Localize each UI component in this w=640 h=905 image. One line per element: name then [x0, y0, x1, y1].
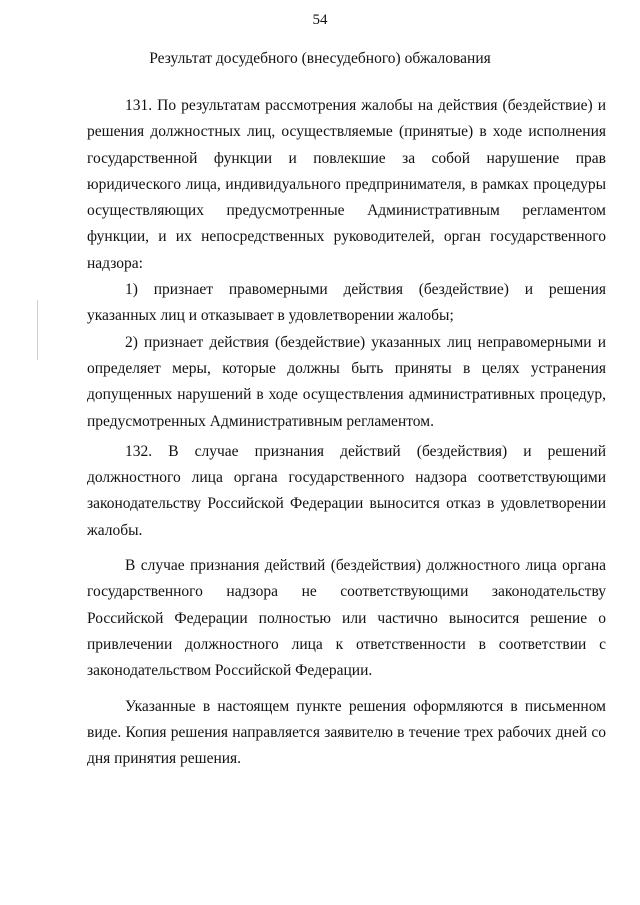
page-number: 54	[312, 12, 328, 28]
scan-margin-mark	[37, 300, 38, 360]
paragraph-written-form: Указанные в настоящем пункте решения оформляются в письменном виде. Копия решения направляется заявителю в течение трех рабочих дней со дня принятия решения.	[87, 697, 606, 768]
paragraph-item-2: 2) признает действия (бездействие) указанных лиц неправомерными и определяет меры, которые должны быть приняты в целях устранения допущенных нарушений в ходе осуществления административных процедур, предусмотренных Административным регламентом.	[87, 333, 606, 430]
paragraph-non-compliance: В случае признания действий (бездействия) должностного лица органа государственного надзора не соответствующими законодательству Российской Федерации полностью или частично выносится решение о привлечении должностного лица к ответственности в соответствии с законодательством Российской Федерации.	[87, 557, 606, 680]
section-heading: Результат досудебного (внесудебного) обжалования	[149, 50, 491, 67]
paragraph-131: 131. По результатам рассмотрения жалобы на действия (бездействие) и решения должностных лиц, осуществляемые (принятые) в ходе исполнения государственной функции и повлекшие за собой нарушение прав юридического лица, индивидуального предпринимателя, в рамках процедуры осуществляющих предусмотренные Административным регламентом функции, и их непосредственных руководителей, орган государственного надзора:	[87, 97, 606, 272]
document-body	[87, 93, 606, 772]
paragraph-item-1: 1) признает правомерными действия (бездействие) и решения указанных лиц и отказывает в удовлетворении жалобы;	[87, 281, 606, 325]
paragraph-132: 132. В случае признания действий (бездействия) и решений должностного лица органа государственного надзора соответствующими законодательству Российской Федерации выносится отказ в удовлетворении жалобы.	[87, 442, 606, 539]
